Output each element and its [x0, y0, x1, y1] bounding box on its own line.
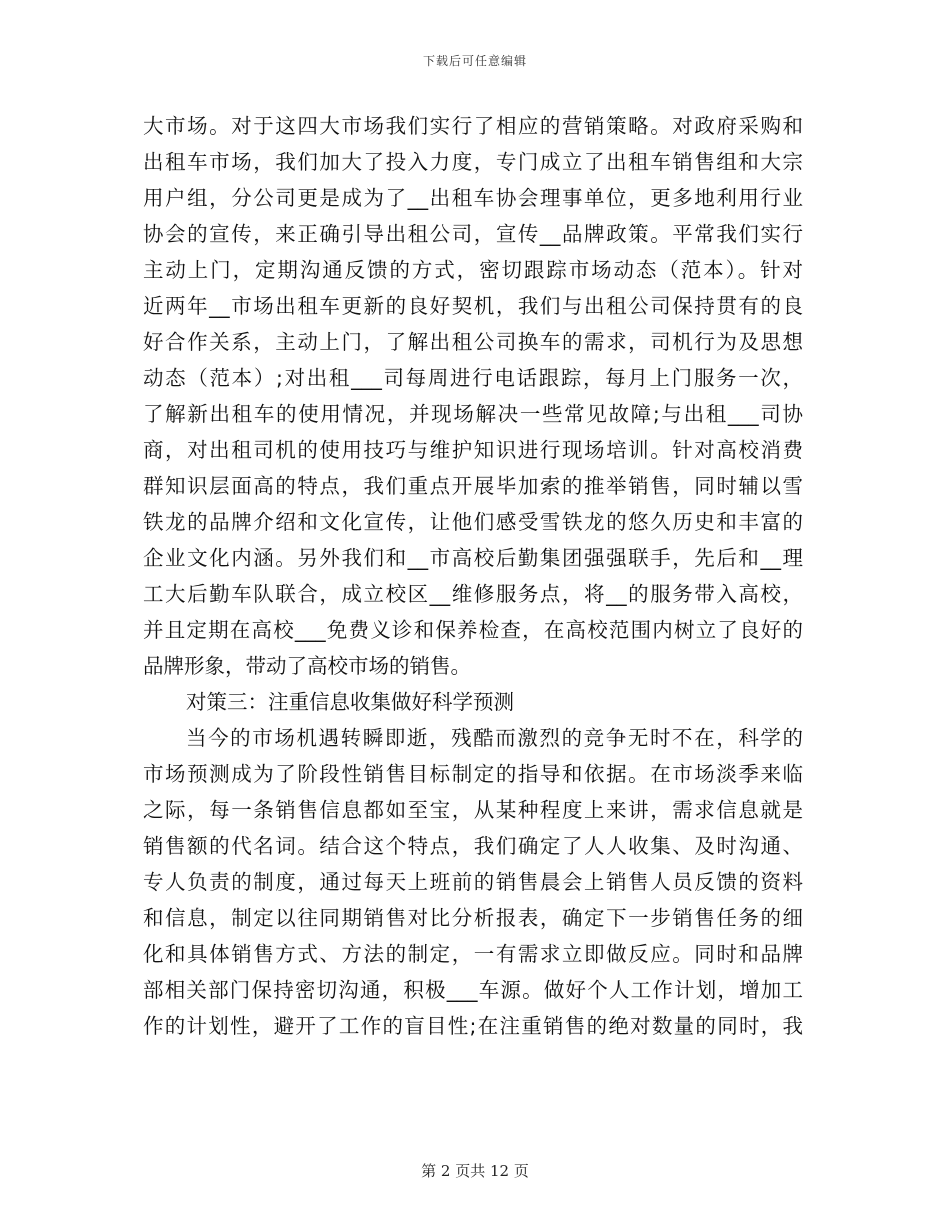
paragraph-line: 商，对出租司机的使用技巧与维护知识进行现场培训。针对高校消费: [143, 438, 803, 462]
paragraph-line: 并且定期在高校___免费义诊和保养检查，在高校范围内树立了良好的: [143, 618, 803, 642]
paragraph-line: 动态（范本）;对出租___司每周进行电话跟踪，每月上门服务一次，: [143, 366, 803, 390]
paragraph-line: 工大后勤车队联合，成立校区__维修服务点，将__的服务带入高校，: [143, 582, 803, 606]
paragraph-line: 化和具体销售方式、方法的制定，一有需求立即做反应。同时和品牌: [143, 942, 803, 966]
paragraph-line: 企业文化内涵。另外我们和__市高校后勤集团强强联手，先后和__理: [143, 546, 803, 570]
paragraph-line: 好合作关系，主动上门，了解出租公司换车的需求，司机行为及思想: [143, 330, 803, 354]
paragraph-line: 品牌形象，带动了高校市场的销售。: [143, 654, 471, 678]
paragraph-line: 作的计划性，避开了工作的盲目性;在注重销售的绝对数量的同时，我: [143, 1014, 803, 1038]
paragraph-line: 销售额的代名词。结合这个特点，我们确定了人人收集、及时沟通、: [143, 834, 803, 858]
paragraph-line: 用户组，分公司更是成为了__出租车协会理事单位，更多地利用行业: [143, 186, 803, 210]
paragraph-line: 协会的宣传，来正确引导出租公司，宣传__品牌政策。平常我们实行: [143, 222, 803, 246]
section-heading: 对策三：注重信息收集做好科学预测: [186, 690, 514, 714]
paragraph-line: 市场预测成为了阶段性销售目标制定的指导和依据。在市场淡季来临: [143, 762, 803, 786]
paragraph-line: 主动上门，定期沟通反馈的方式，密切跟踪市场动态（范本）。针对: [143, 258, 803, 282]
page-header: 下载后可任意编辑: [422, 54, 527, 68]
paragraph-line: 了解新出租车的使用情况，并现场解决一些常见故障;与出租___司协: [143, 402, 803, 426]
page-number: 第 2 页共 12 页: [421, 1162, 529, 1180]
paragraph-line: 部相关部门保持密切沟通，积极___车源。做好个人工作计划，增加工: [143, 978, 803, 1002]
paragraph-line: 群知识层面高的特点，我们重点开展毕加索的推举销售，同时辅以雪: [143, 474, 803, 498]
paragraph-line: 当今的市场机遇转瞬即逝，残酷而激烈的竞争无时不在，科学的: [186, 726, 803, 750]
paragraph-line: 之际，每一条销售信息都如至宝，从某种程度上来讲，需求信息就是: [143, 798, 803, 822]
paragraph-line: 铁龙的品牌介绍和文化宣传，让他们感受雪铁龙的悠久历史和丰富的: [143, 510, 803, 534]
paragraph-line: 和信息，制定以往同期销售对比分析报表，确定下一步销售任务的细: [143, 906, 803, 930]
paragraph-line: 专人负责的制度，通过每天上班前的销售晨会上销售人员反馈的资料: [143, 870, 803, 894]
paragraph-line: 近两年__市场出租车更新的良好契机，我们与出租公司保持贯有的良: [143, 294, 803, 318]
paragraph-line: 大市场。对于这四大市场我们实行了相应的营销策略。对政府采购和: [143, 114, 803, 138]
paragraph-line: 出租车市场，我们加大了投入力度，专门成立了出租车销售组和大宗: [143, 150, 803, 174]
